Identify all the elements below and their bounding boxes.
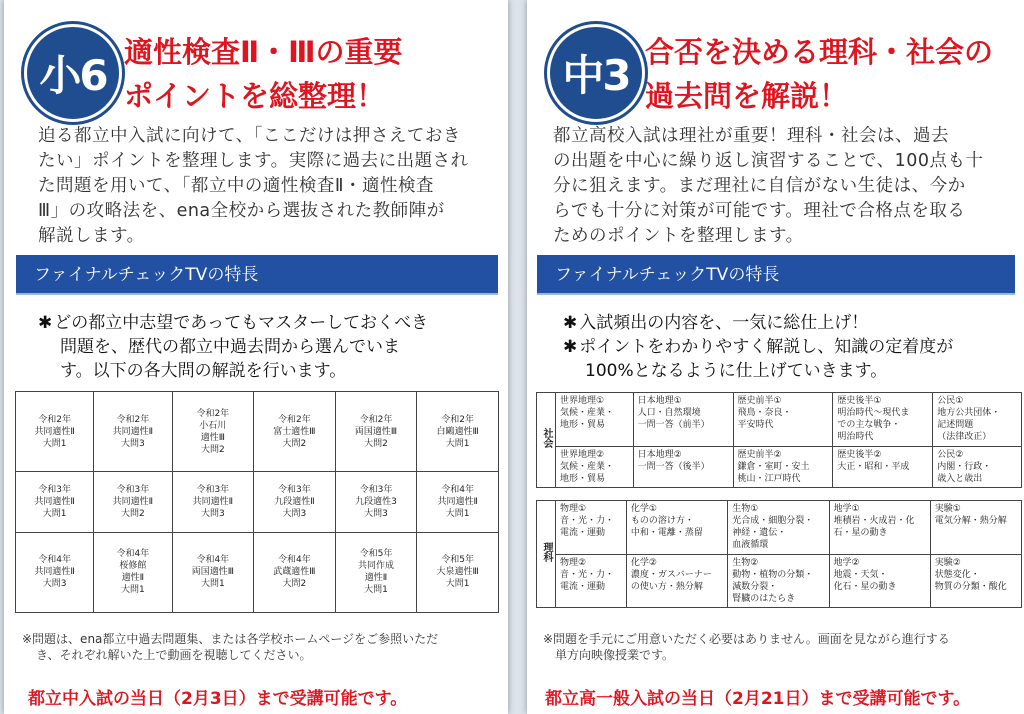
grid-row xyxy=(16,532,499,612)
intro-line: らでも十分に対策が可能です。理社で合格点を取る xyxy=(553,201,966,221)
topic-cell: 地学② 地震・天気・ 化石・星の動き xyxy=(829,554,930,608)
grid-cell: 令和2年 共同適性Ⅱ 大問3 xyxy=(94,392,172,472)
intro-text-elementary xyxy=(38,124,469,249)
panel-junior-high xyxy=(527,0,1024,714)
grid-cell: 令和2年 両国適性Ⅲ 大問2 xyxy=(335,392,417,472)
grid-row xyxy=(16,392,499,472)
topic-cell: 世界地理① 気候・産業・ 地形・貿易 xyxy=(556,393,634,447)
footnote-elementary xyxy=(22,631,438,663)
feature-text-junior-high xyxy=(563,311,953,383)
intro-line: 迫る都立中入試に向けて、「ここだけは押さえておき xyxy=(38,126,461,146)
subject-row xyxy=(537,501,1022,555)
topic-cell: 実験① 電気分解・熱分解 xyxy=(930,501,1021,555)
headline-junior-high xyxy=(645,30,993,118)
intro-line: の出題を中心に繰り返し演習することで、100点も十 xyxy=(553,151,984,171)
topic-cell: 日本地理② 一問一答（後半） xyxy=(633,446,733,487)
subject-label-text: 社会 xyxy=(541,428,552,448)
grid-cell: 令和3年 九段適性3 大問3 xyxy=(335,472,417,533)
grid-cell: 令和4年 両国適性Ⅲ 大問1 xyxy=(172,532,254,612)
grid-cell: 令和2年 富士適性Ⅲ 大問2 xyxy=(254,392,336,472)
grade-badge-elementary: 小6 xyxy=(24,24,122,122)
feature-text-elementary xyxy=(38,311,428,383)
social-studies-table xyxy=(536,392,1022,488)
grid-cell: 令和4年 共同適性Ⅱ 大問1 xyxy=(417,472,499,533)
headline-line: 適性検査Ⅱ・Ⅲの重要 xyxy=(124,35,403,69)
grid-cell: 令和3年 共同適性Ⅱ 大問1 xyxy=(16,472,94,533)
intro-line: ためのポイントを整理します。 xyxy=(553,226,804,246)
topic-cell: 化学② 濃度・ガスバーナー の使い方・熱分解 xyxy=(626,554,727,608)
feature-line: 問題を、歴代の都立中過去問から選んでいま xyxy=(60,337,400,357)
asterisk-icon: ✱ xyxy=(563,337,578,357)
grid-cell: 令和2年 共同適性Ⅱ 大問1 xyxy=(16,392,94,472)
grid-cell: 令和2年 小石川 適性Ⅲ 大問2 xyxy=(172,392,254,472)
topic-cell: 化学① ものの溶け方・ 中和・電離・蒸留 xyxy=(626,501,727,555)
subject-label xyxy=(537,393,556,488)
footnote-junior-high xyxy=(543,631,950,663)
asterisk-icon: ✱ xyxy=(38,313,53,333)
topic-cell: 物理① 音・光・力・ 電流・運動 xyxy=(556,501,627,555)
intro-line: 都立高校入試は理社が重要！理科・社会は、過去 xyxy=(553,126,949,146)
headline-line: ポイントを総整理！ xyxy=(124,79,386,113)
topic-cell: 生物② 動物・植物の分類・ 減数分裂・ 腎臓のはたらき xyxy=(728,554,829,608)
topic-cell: 日本地理① 人口・自然環境 一問一答（前半） xyxy=(633,393,733,447)
note-line: ※問題は、ena都立中過去問題集、または各学校ホームページをご参照いただ xyxy=(22,632,439,646)
headline-elementary xyxy=(124,30,403,118)
features-banner: ファイナルチェックTVの特長 xyxy=(537,255,1015,295)
intro-line: 解説します。 xyxy=(38,226,145,246)
note-line: 単方向映像授業です。 xyxy=(543,648,675,662)
topic-cell: 世界地理② 気候・産業・ 地形・貿易 xyxy=(556,446,634,487)
subject-row xyxy=(537,554,1022,608)
asterisk-icon: ✱ xyxy=(563,313,578,333)
feature-line: どの都立中志望であってもマスターしておくべき xyxy=(54,313,429,333)
headline-line: 過去問を解説！ xyxy=(645,79,849,113)
availability-notice-elementary: 都立中入試の当日（2月3日）まで受講可能です。 xyxy=(28,689,408,709)
subject-row xyxy=(537,393,1022,447)
grade-badge-junior-high: 中3 xyxy=(547,24,645,122)
topic-cell: 生物① 光合成・細胞分裂・ 神経・遺伝・ 血液循環 xyxy=(728,501,829,555)
note-line: ※問題を手元にご用意いただく必要はありません。画面を見ながら進行する xyxy=(543,632,950,646)
topic-cell: 公民① 地方公共団体・ 記述問題 （法律改正） xyxy=(933,393,1022,447)
topic-cell: 物理② 音・光・力・ 電流・運動 xyxy=(556,554,627,608)
grid-cell: 令和2年 白鷗適性Ⅲ 大問1 xyxy=(417,392,499,472)
panel-elementary xyxy=(4,0,508,714)
intro-line: Ⅲ」の攻略法を、ena全校から選抜された教師陣が xyxy=(38,201,445,221)
grid-cell: 令和4年 共同適性Ⅱ 大問3 xyxy=(16,532,94,612)
topic-cell: 歴史後半② 大正・昭和・平成 xyxy=(833,446,933,487)
grid-cell: 令和5年 共同作成 適性Ⅱ 大問1 xyxy=(335,532,417,612)
topic-cell: 実験② 状態変化・ 物質の分類・酸化 xyxy=(930,554,1021,608)
grid-cell: 令和4年 桜修館 適性Ⅱ 大問1 xyxy=(94,532,172,612)
subject-row xyxy=(537,446,1022,487)
intro-line: た問題を用いて、「都立中の適性検査Ⅱ・適性検査 xyxy=(38,176,435,196)
subject-label-text: 理科 xyxy=(541,542,552,562)
grid-cell: 令和3年 九段適性Ⅱ 大問3 xyxy=(254,472,336,533)
grid-cell: 令和3年 共同適性Ⅱ 大問3 xyxy=(172,472,254,533)
topic-cell: 歴史前半② 鎌倉・室町・安土 桃山・江戸時代 xyxy=(733,446,833,487)
topic-cell: 公民② 内閣・行政・ 歳入と歳出 xyxy=(933,446,1022,487)
subject-label xyxy=(537,501,556,608)
exam-question-grid xyxy=(15,391,499,613)
intro-text-junior-high xyxy=(553,124,984,249)
grid-cell: 令和3年 共同適性Ⅱ 大問2 xyxy=(94,472,172,533)
grid-row xyxy=(16,472,499,533)
grid-cell: 令和5年 大泉適性Ⅲ 大問1 xyxy=(417,532,499,612)
topic-cell: 歴史前半① 飛鳥・奈良・ 平安時代 xyxy=(733,393,833,447)
science-table xyxy=(536,500,1022,608)
grid-cell: 令和4年 武蔵適性Ⅲ 大問2 xyxy=(254,532,336,612)
feature-line: す。以下の各大問の解説を行います。 xyxy=(60,361,347,381)
note-line: き、それぞれ解いた上で動画を視聴してください。 xyxy=(36,648,312,662)
intro-line: 分に狙えます。まだ理社に自信がない生徒は、今か xyxy=(553,176,966,196)
intro-line: たい」ポイントを整理します。実際に過去に出題され xyxy=(38,151,469,171)
topic-cell: 地学① 堆積岩・火成岩・化 石・星の動き xyxy=(829,501,930,555)
feature-line: 100%となるように仕上げていきます。 xyxy=(585,361,888,381)
feature-line: 入試頻出の内容を、一気に総仕上げ！ xyxy=(579,313,869,333)
topic-cell: 歴史後半① 明治時代〜現代ま での主な戦争・ 明治時代 xyxy=(833,393,933,447)
features-banner: ファイナルチェックTVの特長 xyxy=(16,255,498,295)
availability-notice-junior-high: 都立高一般入試の当日（2月21日）まで受講可能です。 xyxy=(545,689,971,709)
feature-line: ポイントをわかりやすく解説し、知識の定着度が xyxy=(579,337,954,357)
headline-line: 合否を決める理科・社会の xyxy=(645,35,994,69)
